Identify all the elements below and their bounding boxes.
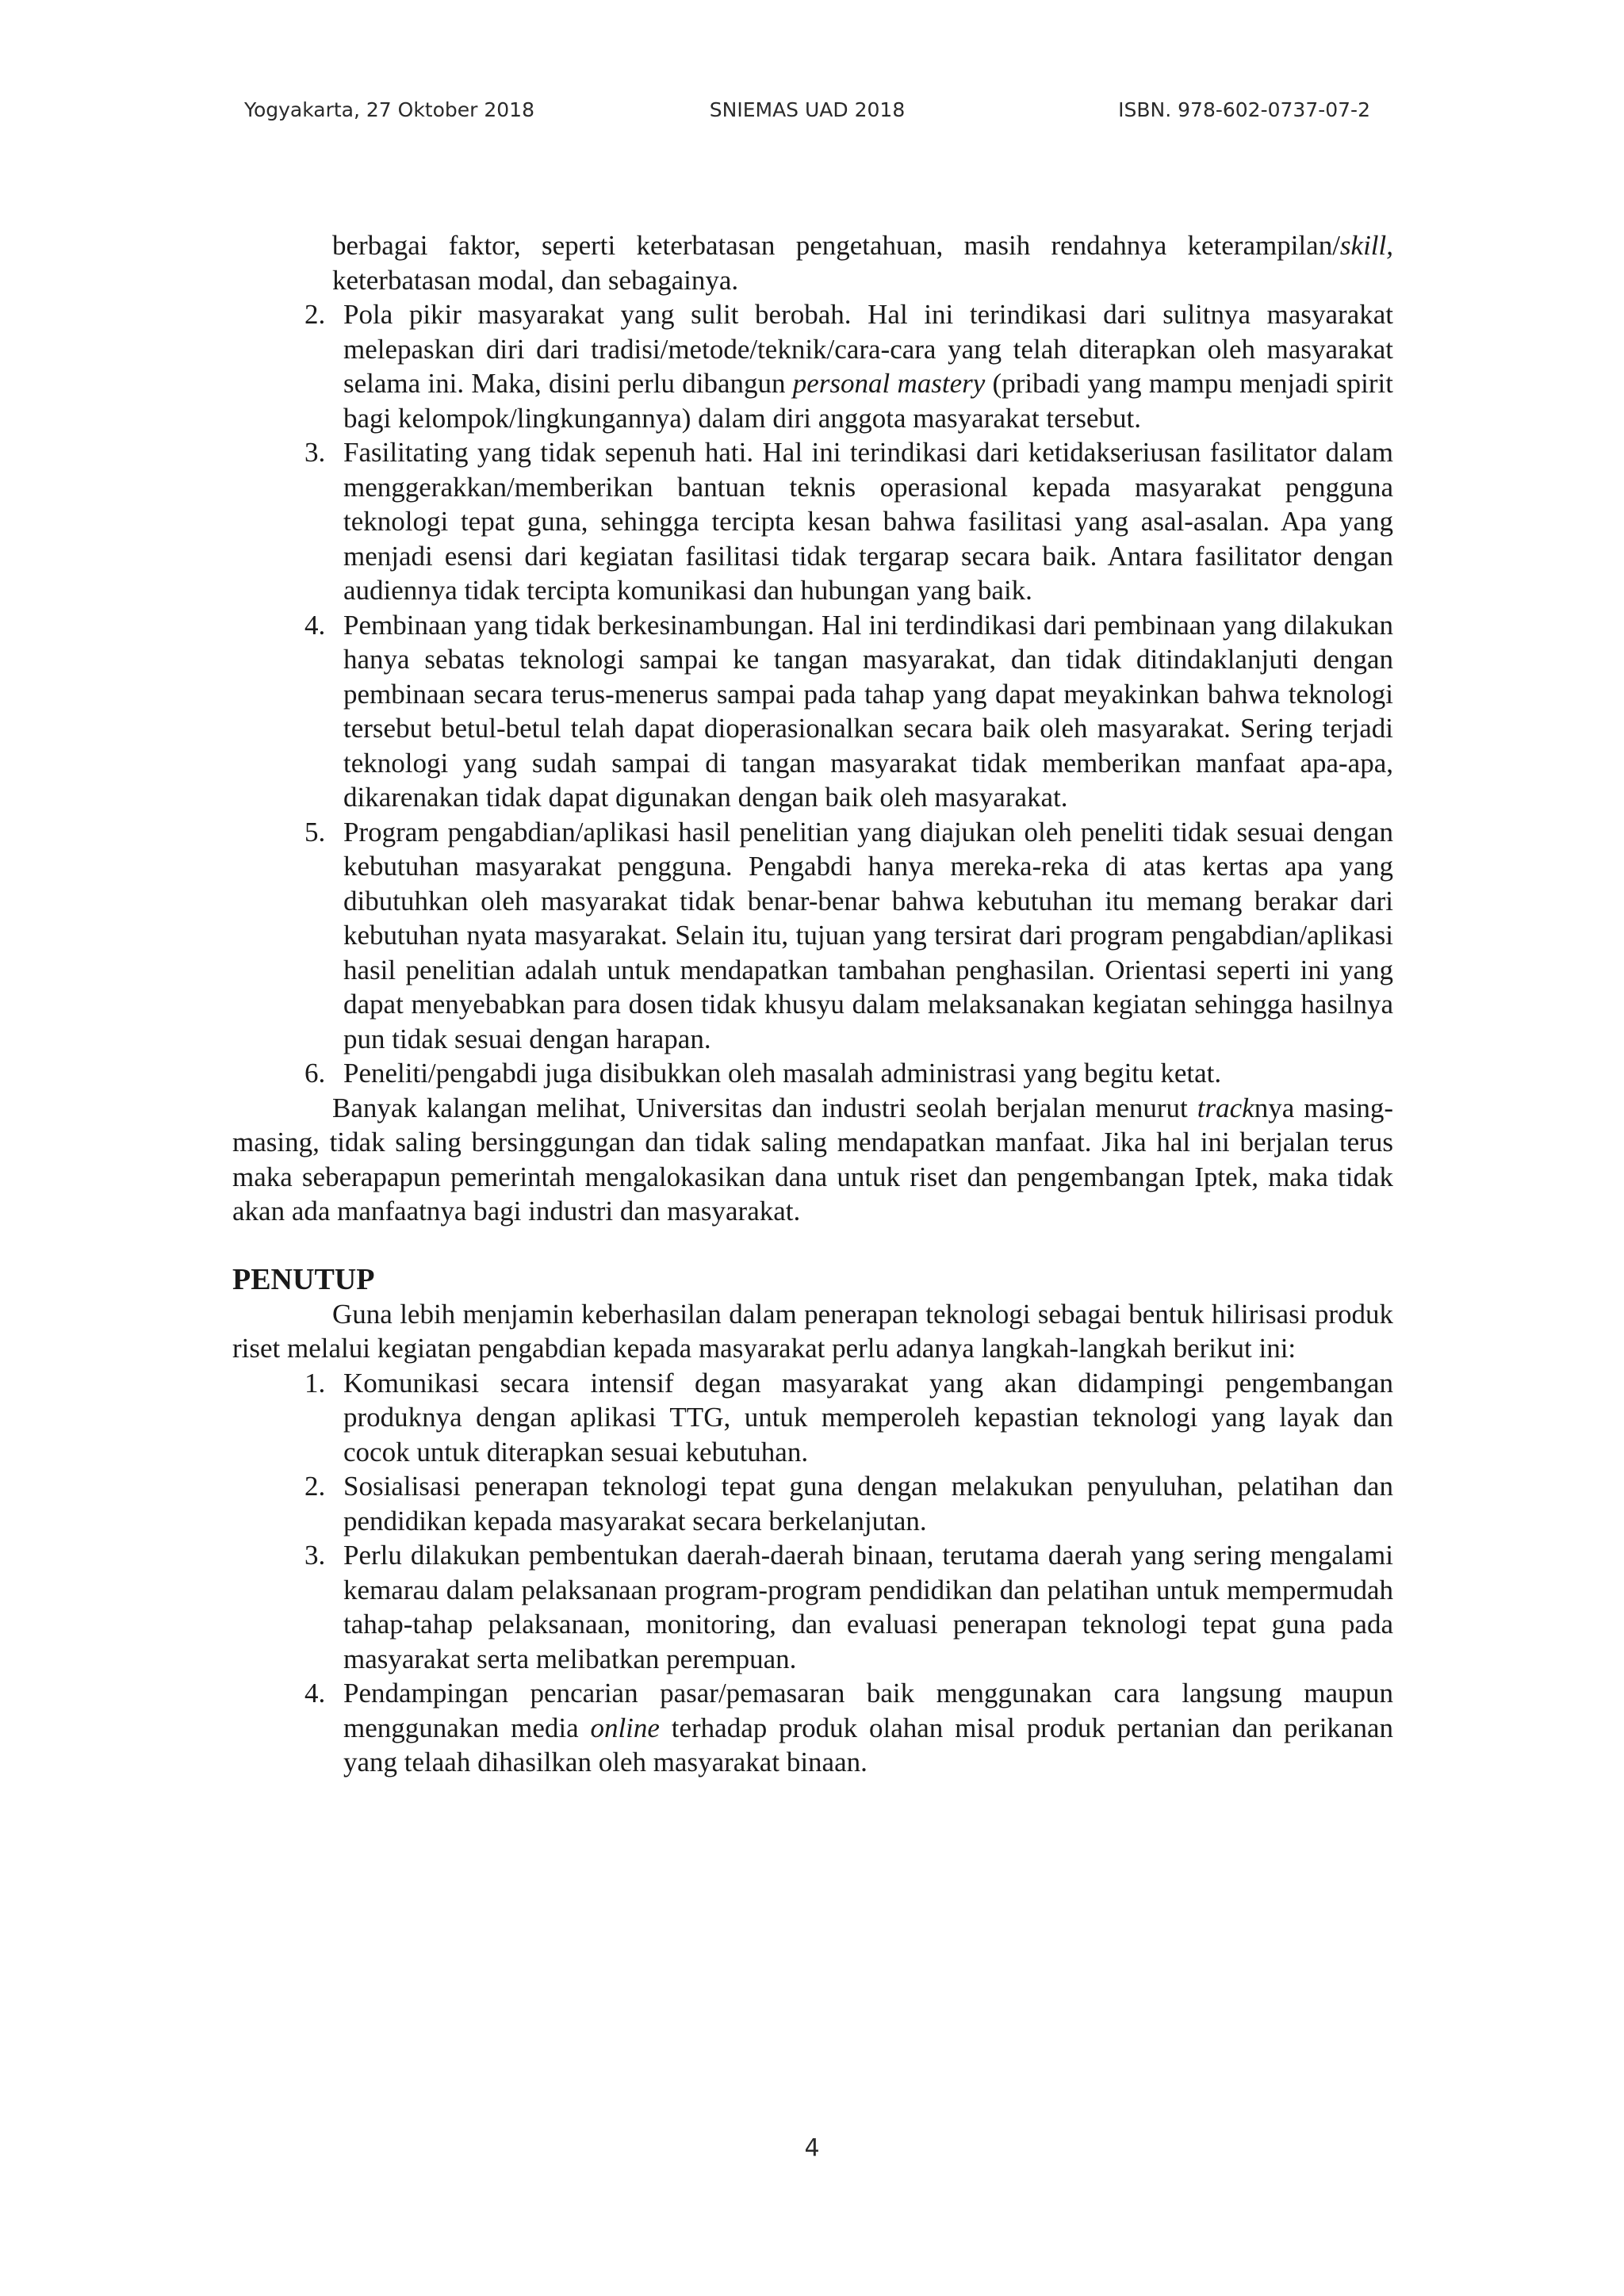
body-paragraph: Guna lebih menjamin keberhasilan dalam penerapan teknologi sebagai bentuk hilirisasi produk riset melalui kegiatan pengabdian kepada masyarakat perlu adanya langkah-langkah berikut ini: — [232, 1298, 1393, 1364]
header-isbn: ISBN. 978-602-0737-07-2 — [1118, 98, 1370, 121]
page-number: 4 — [804, 2134, 820, 2162]
list-item: 3. Perlu dilakukan pembentukan daerah-daerah binaan, terutama daerah yang sering mengalami kemarau dalam pelaksanaan program-program pendidikan dan pelatihan untuk mempermudah tahap-tahap pelaksanaan, monitoring, dan evaluasi penerapan teknologi tepat guna pada masyarakat serta melibatkan perempuan. — [332, 1538, 1393, 1676]
section-heading: PENUTUP — [232, 1262, 375, 1296]
header-conference: SNIEMAS UAD 2018 — [709, 98, 906, 121]
problem-list — [232, 297, 1393, 1091]
steps-list — [232, 1366, 1393, 1780]
list-item: 4. Pendampingan pencarian pasar/pemasaran baik menggunakan cara langsung maupun menggunakan media online terhadap produk olahan misal produk pertanian dan perikanan yang telaah dihasilkan oleh masyarakat binaan. — [332, 1676, 1393, 1780]
list-item: 2. Pola pikir masyarakat yang sulit berobah. Hal ini terindikasi dari sulitnya masyarakat melepaskan diri dari tradisi/metode/teknik/cara-cara yang telah diterapkan oleh masyarakat selama ini. Maka, disini perlu dibangun personal mastery (pribadi yang mampu menjadi spirit bagi kelompok/lingkungannya) dalam diri anggota masyarakat tersebut. — [332, 297, 1393, 435]
list-item: 6. Peneliti/pengabdi juga disibukkan oleh masalah administrasi yang begitu ketat. — [332, 1056, 1393, 1091]
list-continuation: berbagai faktor, seperti keterbatasan pengetahuan, masih rendahnya keterampilan/skill, keterbatasan modal, dan sebagainya. — [332, 230, 1393, 296]
list-item: 4. Pembinaan yang tidak berkesinambungan. Hal ini terdindikasi dari pembinaan yang dilakukan hanya sebatas teknologi sampai ke tangan masyarakat, dan tidak ditindaklanjuti dengan pembinaan secara terus-menerus sampai pada tahap yang dapat meyakinkan bahwa teknologi tersebut betul-betul telah dapat dioperasionalkan secara baik oleh masyarakat. Sering terjadi teknologi yang sudah sampai di tangan masyarakat tidak memberikan manfaat apa-apa, dikarenakan tidak dapat digunakan dengan baik oleh masyarakat. — [332, 608, 1393, 815]
list-item: 2. Sosialisasi penerapan teknologi tepat guna dengan melakukan penyuluhan, pelatihan dan pendidikan kepada masyarakat secara berkelanjutan. — [332, 1469, 1393, 1538]
list-item: 3. Fasilitating yang tidak sepenuh hati. Hal ini terindikasi dari ketidakseriusan fasilitator dalam menggerakkan/memberikan bantuan teknis operasional kepada masyarakat pengguna teknologi tepat guna, sehingga tercipta kesan bahwa fasilitasi yang asal-asalan. Apa yang menjadi esensi dari kegiatan fasilitasi tidak tergarap secara baik. Antara fasilitator dengan audiennya tidak tercipta komunikasi dan hubungan yang baik. — [332, 435, 1393, 608]
page-header — [244, 98, 1370, 130]
page-body — [232, 228, 1393, 1780]
list-item: 1. Komunikasi secara intensif degan masyarakat yang akan didampingi pengembangan produknya dengan aplikasi TTG, untuk memperoleh kepastian teknologi yang layak dan cocok untuk diterapkan sesuai kebutuhan. — [332, 1366, 1393, 1470]
header-location-date: Yogyakarta, 27 Oktober 2018 — [244, 98, 534, 121]
list-item: 5. Program pengabdian/aplikasi hasil penelitian yang diajukan oleh peneliti tidak sesuai dengan kebutuhan masyarakat pengguna. Pengabdi hanya mereka-reka di atas kertas apa yang dibutuhkan oleh masyarakat tidak benar-benar bahwa kebutuhan itu memang berakar dari kebutuhan nyata masyarakat. Selain itu, tujuan yang tersirat dari program pengabdian/aplikasi hasil penelitian adalah untuk mendapatkan tambahan penghasilan. Orientasi seperti ini yang dapat menyebabkan para dosen tidak khusyu dalam melaksanakan kegiatan sehingga hasilnya pun tidak sesuai dengan harapan. — [332, 815, 1393, 1057]
body-paragraph: Banyak kalangan melihat, Universitas dan industri seolah berjalan menurut tracknya masing-masing, tidak saling bersinggungan dan tidak saling mendapatkan manfaat. Jika hal ini berjalan terus maka seberapapun pemerintah mengalokasikan dana untuk riset dan pengembangan Iptek, maka tidak akan ada manfaatnya bagi industri dan masyarakat. — [232, 1092, 1393, 1226]
